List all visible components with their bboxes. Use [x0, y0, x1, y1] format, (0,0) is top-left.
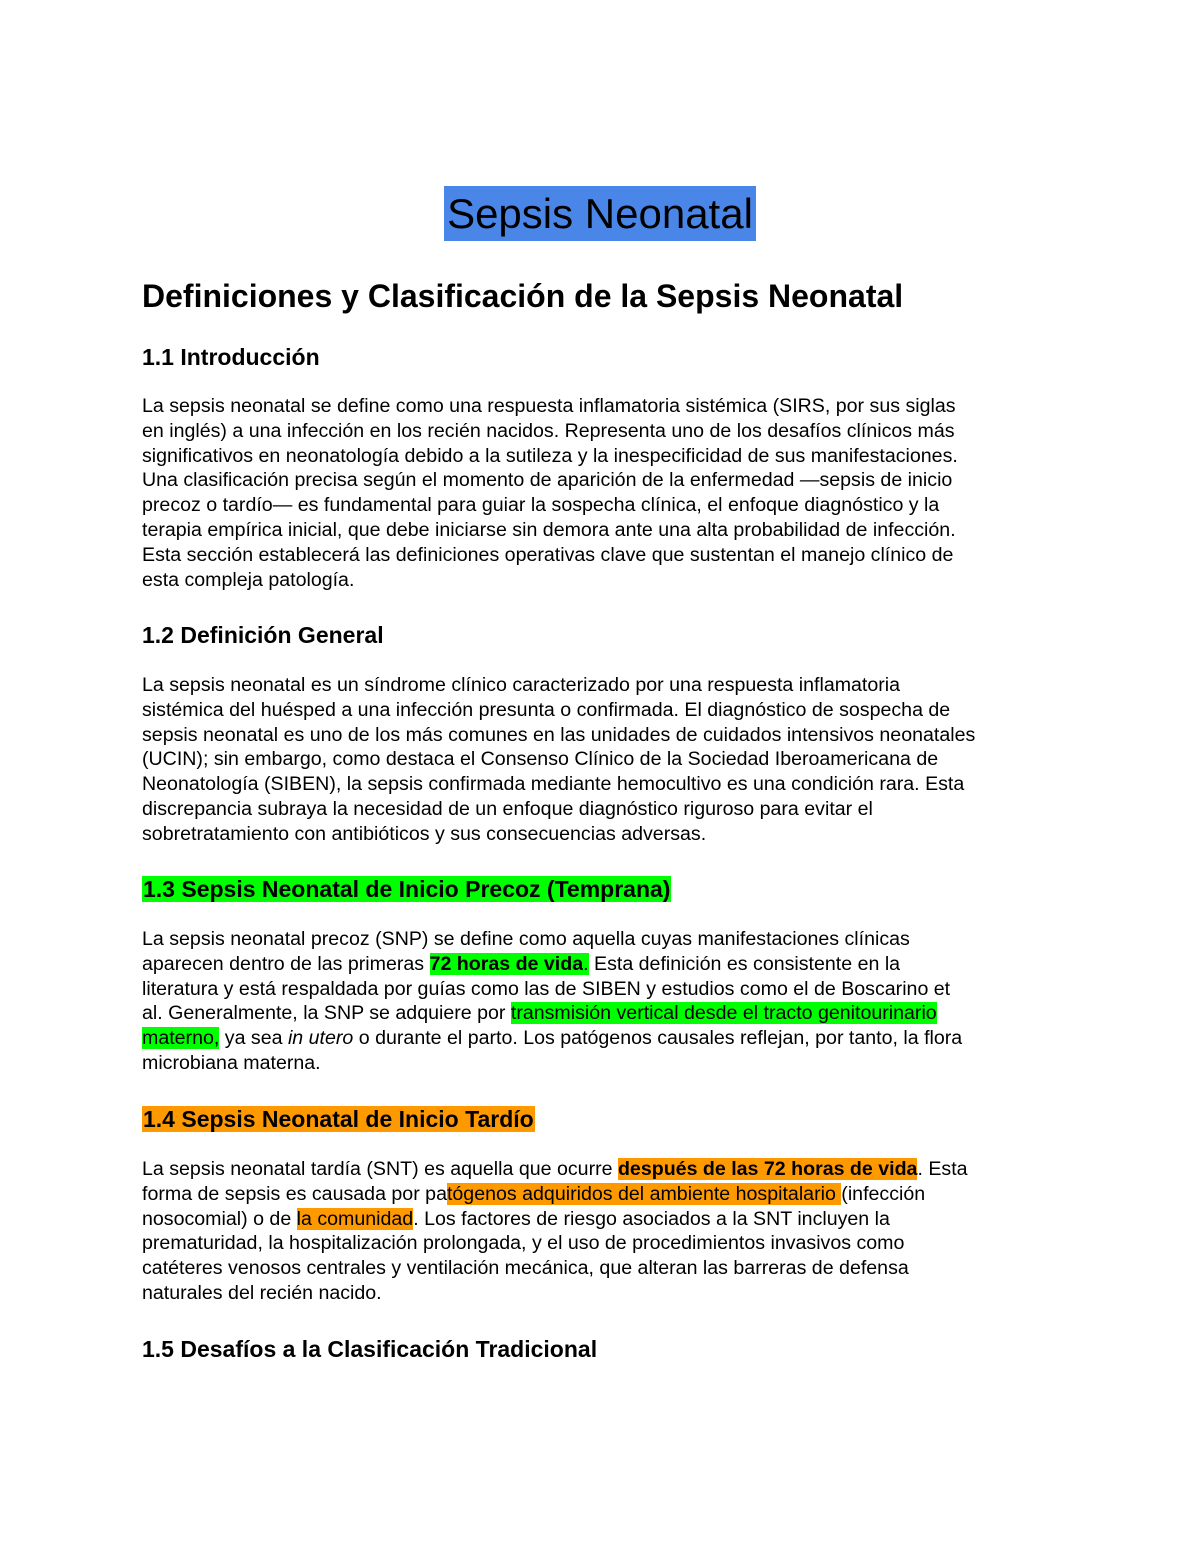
section-title: Definiciones y Clasificación de la Sepsis Neonatal: [142, 278, 904, 314]
text-run: . Esta: [917, 1158, 968, 1180]
text-run: aparecen dentro de las primeras: [142, 952, 430, 975]
text-line: Una clasificación precisa según el momento de aparición de la enfermedad —sepsis de inicio: [142, 469, 953, 492]
text-line: literatura y está respaldada por guías como las de SIBEN y estudios como el de Boscarino et: [142, 977, 951, 1000]
paragraph-introduccion: [142, 394, 1072, 592]
text-line: en inglés) a una infección en los recién nacidos. Representa uno de los desafíos clínicos más: [142, 419, 955, 442]
text-line: naturales del recién nacido.: [142, 1281, 382, 1304]
text-line: [142, 1001, 1072, 1026]
heading-desafios: 1.5 Desafíos a la Clasificación Tradicional: [142, 1336, 598, 1362]
highlight-transmision-vertical: transmisión vertical desde el tracto genitourinario: [510, 1002, 937, 1025]
text-run: . Los factores de riesgo asociados a la SNT incluyen la: [413, 1207, 890, 1230]
text-line: (UCIN); sin embargo, como destaca el Consenso Clínico de la Sociedad Iberoamericana de: [142, 748, 939, 771]
text-line: [142, 1207, 1072, 1232]
italic-in-utero: in utero: [287, 1027, 354, 1050]
text-line: sistémica del huésped a una infección presunta o confirmada. El diagnóstico de sospecha de: [142, 698, 951, 721]
heading-inicio-precoz-text: 1.3 Sepsis Neonatal de Inicio Precoz (Temprana): [143, 876, 671, 902]
highlight-despues-72-horas: después de las 72 horas de vida: [617, 1158, 918, 1180]
highlight-72-horas: 72 horas de vida: [429, 952, 584, 975]
text-line: significativos en neonatología debido a la sutileza y la inespecificidad de sus manifestaciones.: [142, 444, 958, 467]
text-line: sepsis neonatal es uno de los más comunes en las unidades de cuidados intensivos neonatales: [142, 723, 976, 746]
text-run: La sepsis neonatal tardía (SNT) es aquella que ocurre: [142, 1158, 618, 1180]
text-run: nosocomial) o de: [142, 1207, 297, 1230]
highlight-period: .: [583, 952, 589, 975]
text-line: microbiana materna.: [142, 1051, 321, 1074]
text-line: [142, 1182, 1072, 1207]
text-run: o durante el parto. Los patógenos causales reflejan, por tanto, la flora: [353, 1027, 963, 1050]
title-block: [0, 186, 1200, 241]
heading-inicio-tardio: [142, 1104, 535, 1134]
text-run: (infección: [841, 1182, 926, 1205]
text-line: [142, 1157, 1072, 1182]
text-line: La sepsis neonatal precoz (SNP) se define como aquella cuyas manifestaciones clínicas: [142, 928, 910, 950]
highlight-ambiente-hospitalario: tógenos adquiridos del ambiente hospitalario: [446, 1182, 842, 1205]
text-run: al. Generalmente, la SNP se adquiere por: [142, 1002, 511, 1025]
text-line: [142, 1026, 1072, 1051]
text-run: ya sea: [219, 1027, 288, 1050]
text-line: La sepsis neonatal es un síndrome clínico caracterizado por una respuesta inflamatoria: [142, 674, 901, 696]
heading-inicio-precoz: [142, 874, 671, 904]
text-run: Esta definición es consistente en la: [588, 952, 901, 975]
heading-introduccion: 1.1 Introducción: [142, 344, 320, 370]
text-line: esta compleja patología.: [142, 568, 355, 591]
paragraph-definicion-general: [142, 673, 1072, 847]
heading-definicion-general: 1.2 Definición General: [142, 622, 384, 648]
text-line: prematuridad, la hospitalización prolongada, y el uso de procedimientos invasivos como: [142, 1232, 905, 1255]
heading-inicio-tardio-text: 1.4 Sepsis Neonatal de Inicio Tardío: [143, 1106, 534, 1132]
text-line: catéteres venosos centrales y ventilación mecánica, que alteran las barreras de defensa: [142, 1257, 909, 1280]
highlight-materno: materno,: [142, 1027, 220, 1050]
paragraph-inicio-tardio: [142, 1157, 1072, 1306]
text-line: discrepancia subraya la necesidad de un enfoque diagnóstico riguroso para evitar el: [142, 797, 873, 820]
text-line: [142, 952, 1072, 977]
highlight-la-comunidad: la comunidad: [296, 1207, 414, 1230]
paragraph-inicio-precoz: [142, 927, 1072, 1076]
text-line: La sepsis neonatal se define como una respuesta inflamatoria sistémica (SIRS, por sus siglas: [142, 395, 956, 417]
text-line: sobretratamiento con antibióticos y sus consecuencias adversas.: [142, 822, 707, 845]
document-title: Sepsis Neonatal: [444, 186, 756, 241]
text-line: Esta sección establecerá las definiciones operativas clave que sustentan el manejo clínico de: [142, 543, 954, 566]
text-run: forma de sepsis es causada por pa: [142, 1182, 447, 1205]
text-line: precoz o tardío— es fundamental para guiar la sospecha clínica, el enfoque diagnóstico y la: [142, 494, 940, 517]
text-line: Neonatología (SIBEN), la sepsis confirmada mediante hemocultivo es una condición rara. Esta: [142, 773, 965, 796]
text-line: terapia empírica inicial, que debe iniciarse sin demora ante una alta probabilidad de infección.: [142, 518, 956, 541]
